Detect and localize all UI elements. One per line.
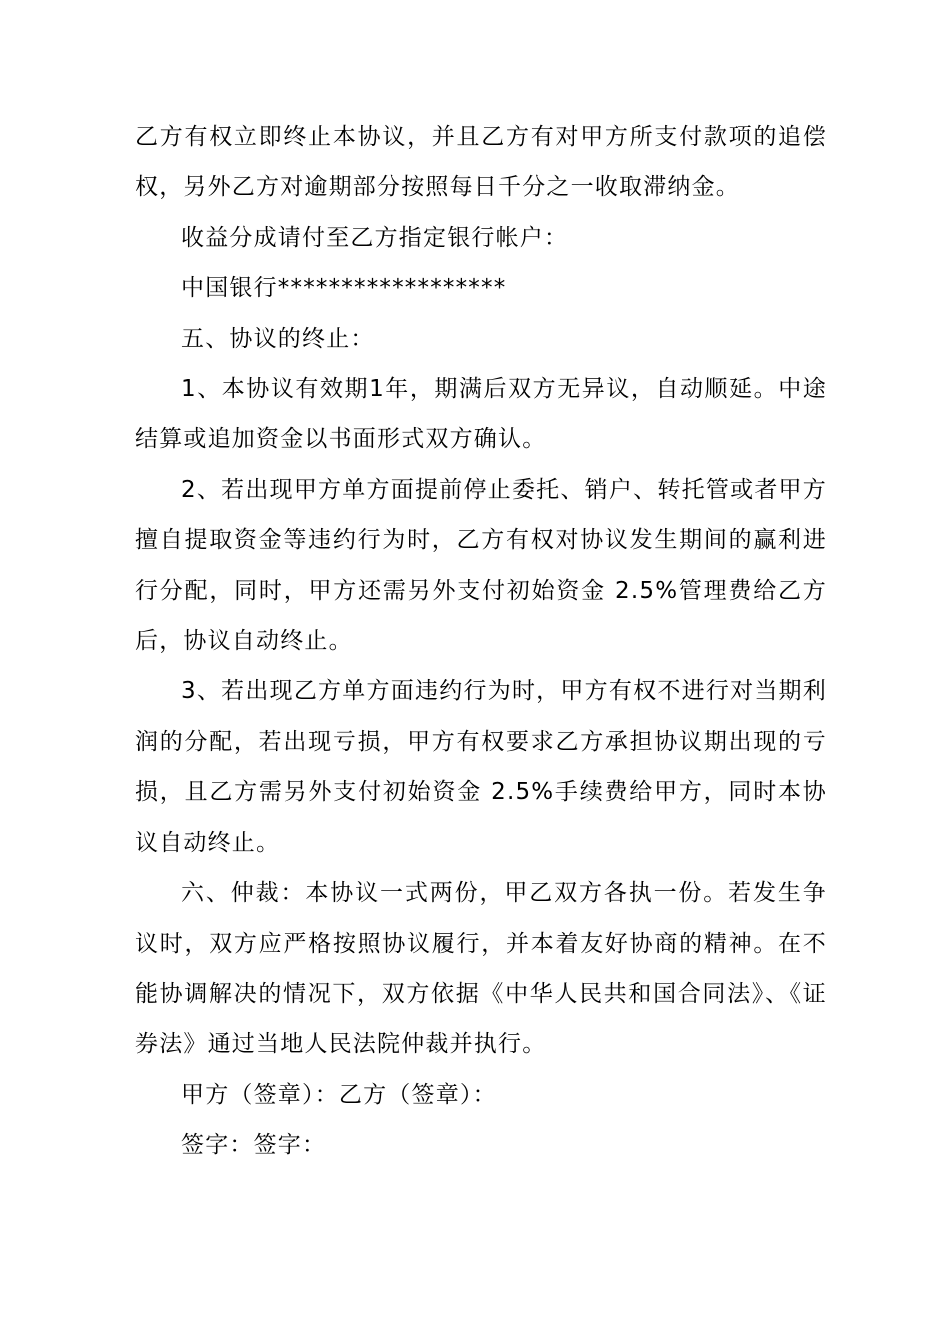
signature-sign-line: 签字：签字： [181,1132,327,1159]
paragraph-term-clause-2: 2、若出现甲方单方面提前停止委托、销户、转托管或者甲方擅自提取资金等违约行为时，乙方有权对协议发生期间的赢利进行分配，同时，甲方还需另外支付初始资金 2.5%管理费给乙方后，协议自动终止。 [135,476,827,655]
signature-seal-line: 甲方（签章）：乙方（签章）： [181,1081,497,1108]
paragraph-overdue-clause: 乙方有权立即终止本协议，并且乙方有对甲方所支付款项的追偿权，另外乙方对逾期部分按照每日千分之一收取滞纳金。 [135,124,827,201]
section-heading-termination: 五、协议的终止： [181,325,375,352]
document-body [135,112,827,1171]
paragraph-arbitration: 六、仲裁：本协议一式两份，甲乙双方各执一份。若发生争议时，双方应严格按照协议履行，并本着友好协商的精神。在不能协调解决的情况下，双方依据《中华人民共和国合同法》、《证券法》通过当地人民法院仲裁并执行。 [135,880,827,1058]
paragraph-term-clause-1: 1、本协议有效期1年，期满后双方无异议，自动顺延。中途结算或追加资金以书面形式双方确认。 [135,376,827,453]
paragraph-bank-account-number: 中国银行****************** [181,275,507,302]
paragraph-term-clause-3: 3、若出现乙方单方面违约行为时，甲方有权不进行对当期利润的分配，若出现亏损，甲方有权要求乙方承担协议期出现的亏损，且乙方需另外支付初始资金 2.5%手续费给甲方，同时本协议自动终止。 [135,678,827,856]
paragraph-bank-account-instruction: 收益分成请付至乙方指定银行帐户： [181,224,569,251]
